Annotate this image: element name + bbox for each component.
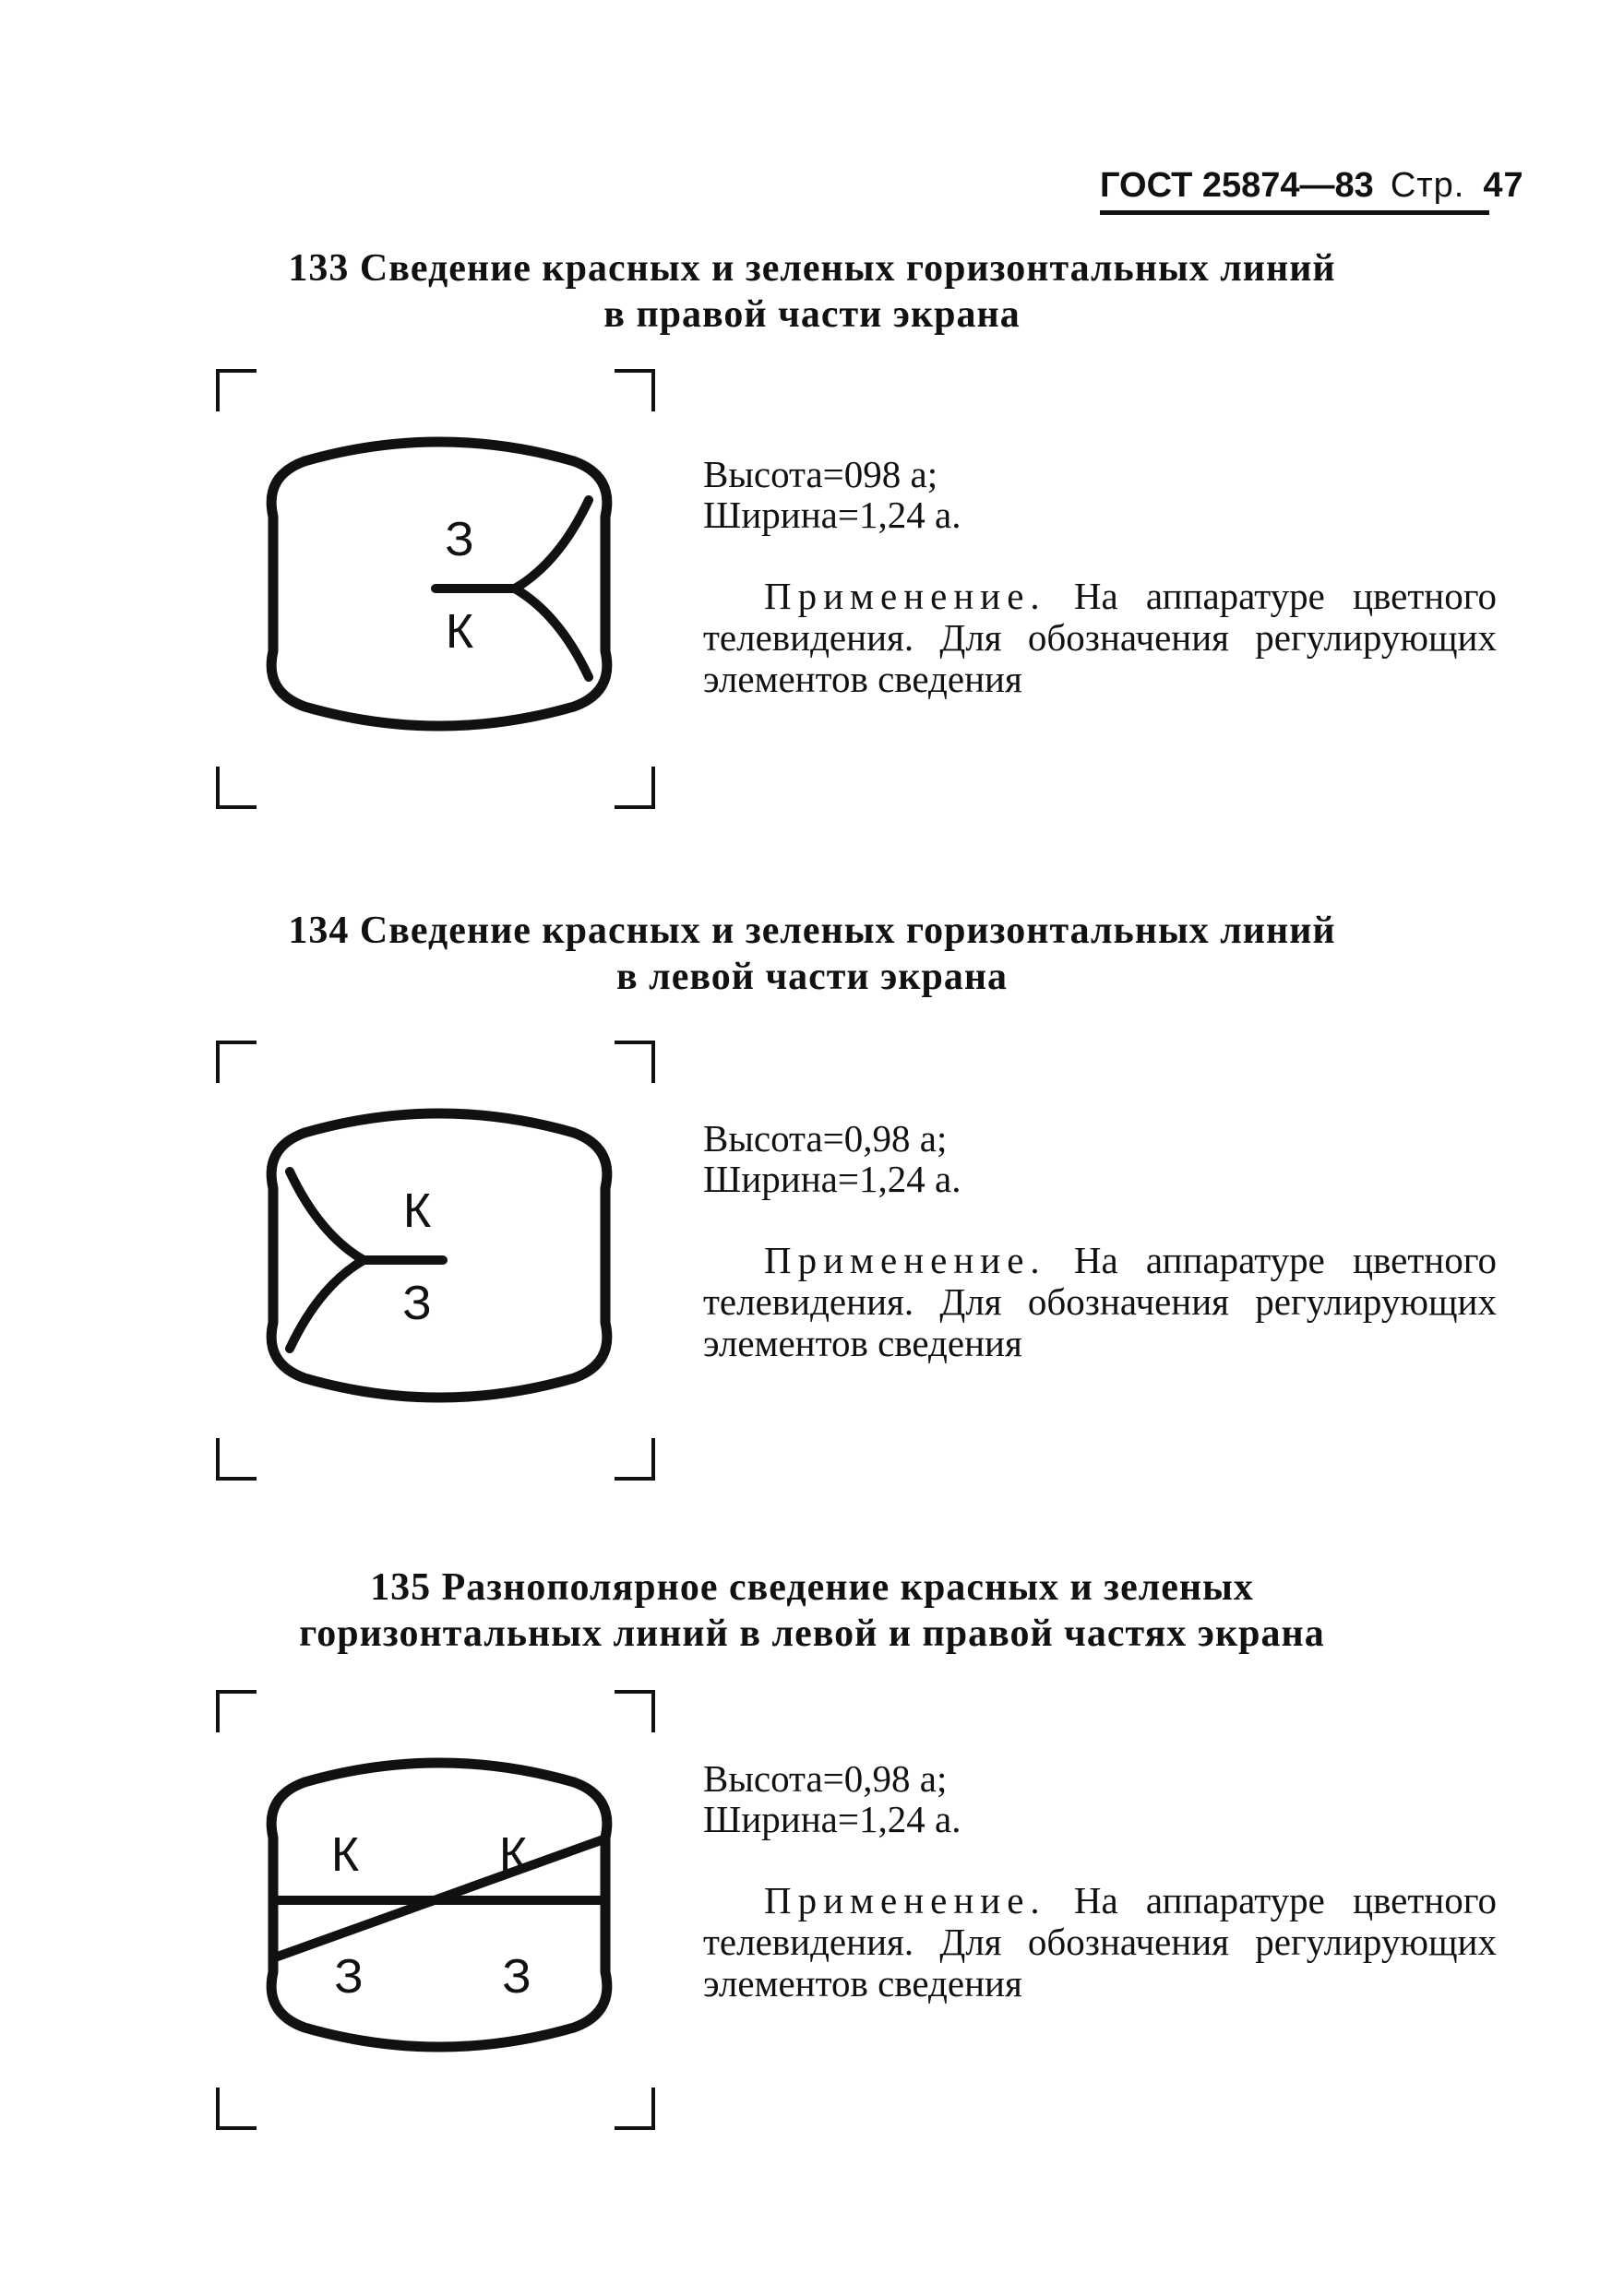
section-134-title-line2: в левой части экрана <box>615 956 1009 998</box>
section-135-title <box>212 1564 1412 1657</box>
label-top-left: К <box>330 1828 360 1882</box>
symbol-134-diagram <box>209 1035 670 1487</box>
symbol-135-diagram <box>209 1684 670 2136</box>
crop-mark-bottom-right <box>615 767 653 807</box>
usage-text: На аппаратуре цветного телевидения. Для обозначения регулирующих элементов сведения <box>703 1239 1497 1364</box>
crop-mark-top-right <box>615 1042 653 1083</box>
convergence-branch-upper <box>290 1172 364 1260</box>
usage-paragraph <box>703 576 1497 700</box>
label-top: К <box>402 1184 432 1238</box>
crop-mark-top-left <box>218 1692 257 1732</box>
crop-mark-top-right <box>615 1692 653 1732</box>
usage-paragraph <box>703 1880 1497 2005</box>
label-bottom-left: З <box>334 1950 364 2004</box>
crop-mark-top-left <box>218 1042 257 1083</box>
page-header <box>1100 166 1524 206</box>
crop-mark-bottom-left <box>218 2088 257 2128</box>
label-bottom: К <box>445 605 474 659</box>
crop-mark-top-right <box>615 371 653 411</box>
section-135-title-line2: горизонтальных линий в левой и правой частях экрана <box>299 1612 1325 1655</box>
crop-mark-bottom-right <box>615 1438 653 1479</box>
symbol-133-diagram <box>209 363 670 815</box>
label-top-right: К <box>498 1828 528 1882</box>
crop-mark-top-left <box>218 371 257 411</box>
page-label: Стр. <box>1390 166 1465 205</box>
convergence-branch-lower <box>290 1260 364 1349</box>
width-spec: Ширина=1,24 a. <box>703 1158 961 1200</box>
width-spec: Ширина=1,24 a. <box>703 1798 961 1840</box>
width-spec: Ширина=1,24 a. <box>703 494 961 536</box>
crop-marks <box>218 1692 653 2128</box>
convergence-branch-upper <box>515 500 589 589</box>
crop-mark-bottom-right <box>615 2088 653 2128</box>
standard-number: ГОСТ 25874—83 <box>1100 166 1374 205</box>
usage-text: На аппаратуре цветного телевидения. Для обозначения регулирующих элементов сведения <box>703 1879 1497 2005</box>
convergence-lines <box>273 1839 605 1957</box>
convergence-branch-lower <box>515 589 589 677</box>
height-spec: Высота=0,98 a; <box>703 1757 948 1800</box>
section-135-spec <box>703 1758 1497 2005</box>
header-rule <box>1100 210 1489 215</box>
label-bottom-right: З <box>502 1950 531 2004</box>
usage-term: Применение. <box>764 1879 1046 1921</box>
section-134-title <box>212 908 1412 1000</box>
section-134-spec <box>703 1118 1497 1364</box>
usage-term: Применение. <box>764 1239 1046 1281</box>
height-spec: Высота=0,98 a; <box>703 1117 948 1160</box>
section-133-spec <box>703 454 1497 700</box>
section-133-title <box>212 245 1412 338</box>
section-135-title-line1: 135 Разнополярное сведение красных и зеленых <box>370 1566 1254 1609</box>
label-top: З <box>445 513 474 566</box>
usage-paragraph <box>703 1240 1497 1364</box>
crop-mark-bottom-left <box>218 1438 257 1479</box>
crop-mark-bottom-left <box>218 767 257 807</box>
height-spec: Высота=098 a; <box>703 453 938 495</box>
section-133-title-line1: 133 Сведение красных и зеленых горизонтальных линий <box>288 247 1336 290</box>
usage-text: На аппаратуре цветного телевидения. Для обозначения регулирующих элементов сведения <box>703 575 1497 700</box>
label-bottom: З <box>402 1277 432 1330</box>
section-134-title-line1: 134 Сведение красных и зеленых горизонтальных линий <box>288 910 1336 952</box>
usage-term: Применение. <box>764 575 1046 617</box>
section-133-title-line2: в правой части экрана <box>603 293 1021 336</box>
page-number: 47 <box>1483 166 1524 205</box>
